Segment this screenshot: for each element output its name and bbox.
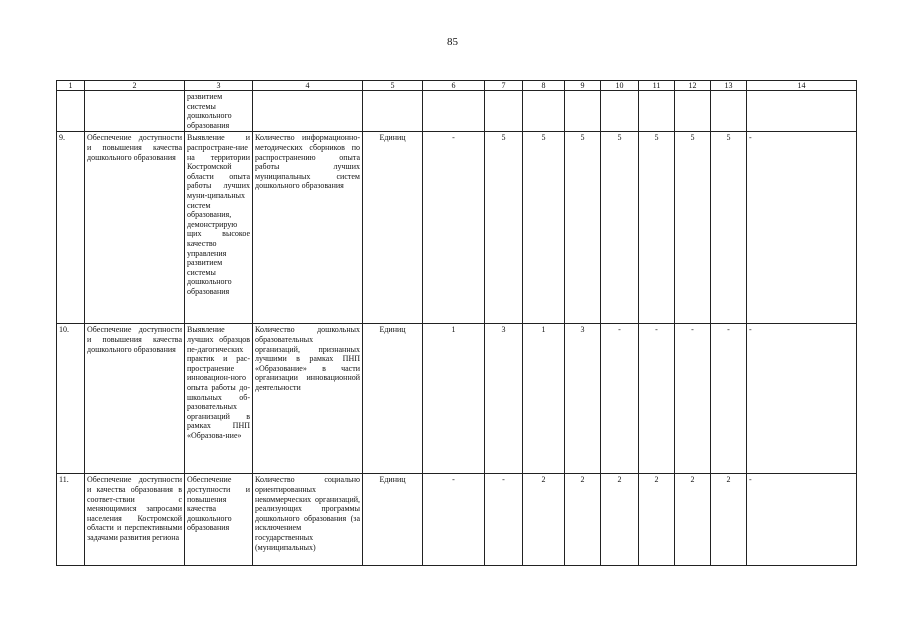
value-cell: - — [423, 474, 485, 566]
value-cell: - — [485, 474, 523, 566]
value-cell — [423, 91, 485, 132]
value-cell: 2 — [601, 474, 639, 566]
value-cell: 2 — [639, 474, 675, 566]
goal-cell: Обеспечение доступности и повышения качества дошкольного образования — [85, 324, 185, 474]
value-cell: 5 — [601, 132, 639, 324]
value-cell: 5 — [675, 132, 711, 324]
indicator-cell — [253, 91, 363, 132]
value-cell — [565, 91, 601, 132]
header-cell: 2 — [85, 81, 185, 91]
value-cell: 2 — [711, 474, 747, 566]
unit-cell: Единиц — [363, 132, 423, 324]
value-cell: 5 — [485, 132, 523, 324]
header-cell: 9 — [565, 81, 601, 91]
header-cell: 6 — [423, 81, 485, 91]
note-cell: - — [747, 324, 857, 474]
table-row — [57, 91, 857, 132]
value-cell: - — [675, 324, 711, 474]
indicator-cell: Количество дошкольных образовательных организаций, признанных лучшими в рамках ПНП «Образование» в части организации инновационной деятельности — [253, 324, 363, 474]
page-number: 85 — [447, 36, 458, 48]
header-cell: 11 — [639, 81, 675, 91]
value-cell: - — [601, 324, 639, 474]
row-number: 9. — [57, 132, 85, 324]
indicator-table — [56, 80, 857, 566]
value-cell: 5 — [639, 132, 675, 324]
value-cell — [523, 91, 565, 132]
header-cell: 1 — [57, 81, 85, 91]
action-cell: развитием системы дошкольного образования — [185, 91, 253, 132]
value-cell — [485, 91, 523, 132]
value-cell: 2 — [523, 474, 565, 566]
goal-cell: Обеспечение доступности и повышения качества дошкольного образования — [85, 132, 185, 324]
goal-cell: Обеспечение доступности и качества образования в соответ-ствии с меняющимися запросами населения Костромской области и перспективными задачами развития региона — [85, 474, 185, 566]
header-cell: 5 — [363, 81, 423, 91]
note-cell — [747, 91, 857, 132]
row-number — [57, 91, 85, 132]
value-cell — [639, 91, 675, 132]
value-cell — [675, 91, 711, 132]
header-cell: 12 — [675, 81, 711, 91]
unit-cell — [363, 91, 423, 132]
header-cell: 14 — [747, 81, 857, 91]
value-cell: 3 — [565, 324, 601, 474]
action-cell: Выявление и распростране-ние на территории Костромской области опыта работы лучших муни-ципальных систем образования, демонстрирую щих высокое качество управления развитием системы дошкольного образования — [185, 132, 253, 324]
header-cell: 13 — [711, 81, 747, 91]
header-row — [57, 81, 857, 91]
note-cell: - — [747, 474, 857, 566]
header-cell: 8 — [523, 81, 565, 91]
action-cell: Обеспечение доступности и повышения качества дошкольного образования — [185, 474, 253, 566]
row-number: 11. — [57, 474, 85, 566]
header-cell: 7 — [485, 81, 523, 91]
value-cell: 5 — [523, 132, 565, 324]
unit-cell: Единиц — [363, 474, 423, 566]
value-cell: 3 — [485, 324, 523, 474]
value-cell: - — [711, 324, 747, 474]
value-cell: 2 — [675, 474, 711, 566]
indicator-cell: Количество социально ориентированных некоммерческих организаций, реализующих программы дошкольного образования (за исключением государственных (муниципальных) — [253, 474, 363, 566]
header-cell: 4 — [253, 81, 363, 91]
value-cell: 1 — [523, 324, 565, 474]
value-cell: 5 — [565, 132, 601, 324]
goal-cell — [85, 91, 185, 132]
note-cell: - — [747, 132, 857, 324]
value-cell: - — [423, 132, 485, 324]
row-number: 10. — [57, 324, 85, 474]
value-cell: - — [639, 324, 675, 474]
value-cell — [711, 91, 747, 132]
value-cell: 1 — [423, 324, 485, 474]
value-cell: 2 — [565, 474, 601, 566]
table-row — [57, 132, 857, 324]
indicator-cell: Количество информационно-методических сборников по распространению опыта работы лучших муниципальных систем дошкольного образования — [253, 132, 363, 324]
value-cell: 5 — [711, 132, 747, 324]
table-row — [57, 474, 857, 566]
header-cell: 3 — [185, 81, 253, 91]
value-cell — [601, 91, 639, 132]
table-row — [57, 324, 857, 474]
action-cell: Выявление лучших образцов пе-дагогических практик и рас-пространение инновацион-ного опыта работы до-школьных об-разовательных организаций в рамках ПНП «Образова-ние» — [185, 324, 253, 474]
header-cell: 10 — [601, 81, 639, 91]
unit-cell: Единиц — [363, 324, 423, 474]
